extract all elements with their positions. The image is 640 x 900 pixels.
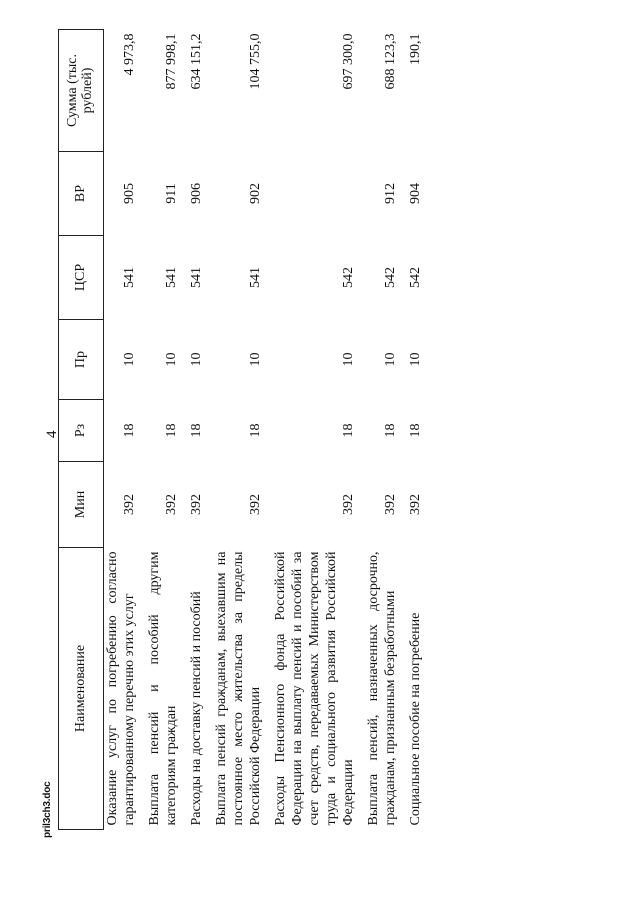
page-number: 4	[44, 430, 60, 438]
cell-vr: 902	[248, 183, 263, 204]
cell-pr: 10	[341, 352, 356, 367]
budget-table	[58, 29, 432, 830]
table-row	[213, 30, 272, 830]
table-row	[104, 30, 147, 830]
cell-csr: 541	[189, 267, 204, 288]
cell-vr: 912	[383, 183, 398, 204]
cell-name: Оказание услуг по погребению согласно гарантированному перечню этих услуг	[105, 551, 137, 826]
cell-csr: 541	[164, 267, 179, 288]
table-row	[365, 30, 407, 830]
header-name: Наименование	[59, 548, 104, 830]
table-row	[146, 30, 188, 830]
header-vr: ВР	[59, 152, 104, 236]
cell-rz: 18	[408, 423, 423, 438]
footer-file-name: pril3ch3.doc	[42, 781, 53, 838]
cell-sum: 104 755,0	[248, 33, 263, 90]
cell-min: 392	[164, 494, 179, 515]
header-rz: Рз	[59, 400, 104, 462]
cell-csr: 541	[122, 267, 137, 288]
cell-sum: 190,1	[408, 33, 423, 65]
cell-vr: 905	[122, 183, 137, 204]
table-row	[188, 30, 213, 830]
cell-csr: 542	[341, 267, 356, 288]
cell-pr: 10	[383, 352, 398, 367]
cell-min: 392	[341, 494, 356, 515]
header-sum: Сумма (тыс. рублей)	[59, 30, 104, 152]
cell-sum: 634 151,2	[189, 33, 204, 90]
cell-pr: 10	[248, 352, 263, 367]
cell-pr: 10	[408, 352, 423, 367]
cell-min: 392	[408, 494, 423, 515]
cell-rz: 18	[189, 423, 204, 438]
cell-rz: 18	[341, 423, 356, 438]
cell-csr: 541	[248, 267, 263, 288]
cell-name: Выплата пенсий гражданам, выехавшим на постоянное место жительства за пределы Российской Федерации	[214, 551, 263, 826]
table-row	[407, 30, 432, 830]
cell-min: 392	[383, 494, 398, 515]
cell-rz: 18	[122, 423, 137, 438]
cell-sum: 4 973,8	[122, 33, 137, 76]
cell-csr: 542	[408, 267, 423, 288]
header-pr: Пр	[59, 320, 104, 400]
cell-name: Выплата пенсий и пособий другим категориям граждан	[147, 551, 179, 826]
cell-min: 392	[189, 494, 204, 515]
cell-name: Расходы Пенсионного фонда Российской Федерации на выплату пенсий и пособий за счет средств, передаваемых Министерством труда и социального развития Российской Федерации	[273, 551, 356, 826]
cell-min: 392	[122, 494, 137, 515]
cell-pr: 10	[189, 352, 204, 367]
cell-pr: 10	[164, 352, 179, 367]
cell-name: Расходы на доставку пенсий и пособий	[189, 591, 204, 826]
cell-csr: 542	[383, 267, 398, 288]
table-row	[272, 30, 365, 830]
cell-sum: 697 300,0	[341, 33, 356, 90]
cell-rz: 18	[248, 423, 263, 438]
cell-pr: 10	[122, 352, 137, 367]
cell-sum: 688 123,3	[383, 33, 398, 90]
header-csr: ЦСР	[59, 236, 104, 320]
header-min: Мин	[59, 462, 104, 548]
cell-name: Выплата пенсий, назначенных досрочно, гражданам, признанным безработными	[366, 551, 398, 826]
cell-min: 392	[248, 494, 263, 515]
cell-name: Социальное пособие на погребение	[408, 612, 423, 826]
cell-vr: 911	[164, 183, 179, 204]
table-header-row	[59, 30, 104, 830]
cell-vr: 906	[189, 183, 204, 204]
cell-sum: 877 998,1	[164, 33, 179, 90]
cell-rz: 18	[164, 423, 179, 438]
cell-rz: 18	[383, 423, 398, 438]
cell-vr: 904	[408, 183, 423, 204]
cell-vr	[272, 152, 365, 236]
